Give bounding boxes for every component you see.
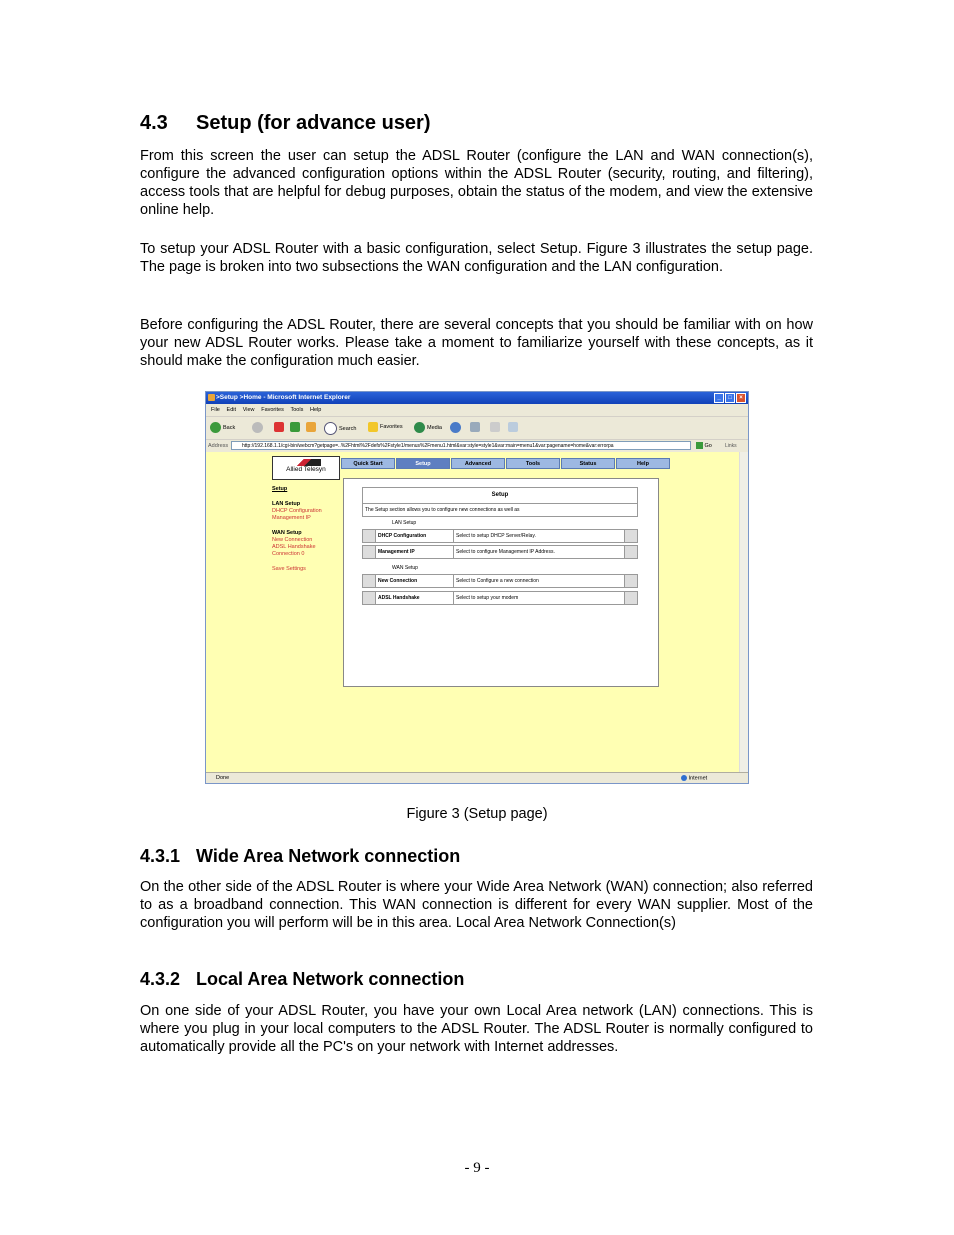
subsection-title: Local Area Network connection — [196, 969, 465, 989]
stop-button[interactable] — [274, 422, 284, 432]
address-bar — [206, 439, 748, 452]
row-desc: Select to setup your modem — [456, 595, 519, 601]
status-bar — [206, 772, 748, 784]
row-cell — [624, 592, 637, 604]
sidebar-management-ip[interactable]: Management IP — [272, 515, 311, 521]
menu-tools[interactable]: Tools — [290, 407, 304, 413]
globe-icon — [681, 775, 687, 781]
row-desc: Select to setup DHCP Server/Relay. — [456, 533, 536, 539]
row-desc: Select to Configure a new connection — [456, 578, 539, 584]
menu-favorites[interactable]: Favorites — [261, 407, 284, 413]
sidebar-adsl-handshake[interactable]: ADSL Handshake — [272, 544, 316, 550]
tab-setup[interactable]: Setup — [396, 458, 450, 469]
links-label[interactable]: Links — [725, 443, 737, 449]
menu-bar — [206, 405, 748, 415]
setup-table-title: Setup — [362, 487, 638, 504]
address-label: Address — [208, 443, 229, 449]
go-button[interactable] — [696, 442, 712, 449]
tab-quick-start[interactable]: Quick Start — [341, 458, 395, 469]
row-name[interactable]: DHCP Configuration — [376, 530, 454, 542]
edit-button[interactable] — [508, 422, 518, 432]
brand-mark-icon — [291, 459, 321, 466]
row-cell — [624, 530, 637, 542]
paragraph-intro: From this screen the user can setup the ADSL Router (configure the LAN and WAN connection(s), configure the advanced configuration options within the ADSL Router (security, routing, and filtering), access tools that are helpful for debug purposes, obtain the status of the modem, and view the extensive online help. — [140, 148, 813, 218]
stop-icon — [274, 422, 284, 432]
window-title: >Setup >Home - Microsoft Internet Explorer — [216, 394, 351, 401]
sidebar-save-settings[interactable]: Save Settings — [272, 566, 306, 572]
subsection-number: 4.3.2 — [140, 969, 181, 989]
lan-heading-row — [362, 517, 638, 529]
refresh-icon — [290, 422, 300, 432]
vertical-scrollbar[interactable] — [739, 452, 748, 772]
sidebar-new-connection[interactable]: New Connection — [272, 537, 313, 543]
sidebar-dhcp[interactable]: DHCP Configuration — [272, 508, 322, 514]
menu-view[interactable]: View — [242, 407, 255, 413]
edit-icon — [508, 422, 518, 432]
subsection-number: 4.3.1 — [140, 846, 181, 866]
section-number: 4.3 — [140, 112, 168, 134]
paragraph-lan: On one side of your ADSL Router, you have your own Local Area network (LAN) connections. This is where you plug in your local computers to the ADSL Router. The ADSL Router is normally configured to automatically provide all the PC's on your network with Internet addresses. — [140, 1003, 813, 1055]
lan-heading: LAN Setup — [392, 520, 417, 526]
print-icon — [490, 422, 500, 432]
tab-tools[interactable]: Tools — [506, 458, 560, 469]
media-button[interactable] — [414, 422, 442, 433]
menu-help[interactable]: Help — [310, 407, 322, 413]
section-title: Setup (for advance user) — [196, 112, 431, 134]
table-row[interactable] — [362, 574, 638, 588]
row-cell — [363, 575, 376, 587]
mail-icon — [470, 422, 480, 432]
paragraph-setup: To setup your ADSL Router with a basic configuration, select Setup. Figure 3 illustrates the setup page. The page is broken into two subsections the WAN configuration and the LAN configuration. — [140, 241, 813, 275]
maximize-icon[interactable]: □ — [725, 393, 735, 403]
setup-intro: The Setup section allows you to configure new connections as well as — [365, 507, 520, 513]
setup-table — [362, 487, 638, 605]
back-arrow-icon — [210, 422, 221, 433]
tab-advanced[interactable]: Advanced — [451, 458, 505, 469]
row-cell — [624, 575, 637, 587]
row-name[interactable]: New Connection — [376, 575, 454, 587]
menu-file[interactable]: File — [211, 407, 220, 413]
sidebar-setup[interactable]: Setup — [272, 486, 288, 492]
brand-name: Allied Telesyn — [286, 466, 326, 473]
ie-toolbar — [206, 416, 748, 439]
wan-heading: WAN Setup — [392, 565, 418, 571]
setup-intro-row — [362, 504, 638, 517]
home-button[interactable] — [306, 422, 316, 432]
media-label: Media — [427, 424, 442, 431]
brand-logo — [272, 456, 340, 480]
mail-button[interactable] — [470, 422, 480, 432]
row-desc: Select to configure Management IP Address. — [456, 549, 555, 555]
search-label: Search — [339, 425, 357, 432]
setup-panel — [343, 478, 659, 687]
subsection-lan-heading — [140, 969, 464, 990]
row-cell — [624, 546, 637, 558]
row-name[interactable]: Management IP — [376, 546, 454, 558]
home-icon — [306, 422, 316, 432]
sidebar-wan-setup: WAN Setup — [272, 530, 302, 536]
forward-arrow-icon — [252, 422, 263, 433]
row-cell — [363, 592, 376, 604]
menu-edit[interactable]: Edit — [226, 407, 237, 413]
table-row[interactable] — [362, 591, 638, 605]
favorites-label: Favorites — [380, 424, 403, 430]
tab-status[interactable]: Status — [561, 458, 615, 469]
sidebar-connection-0[interactable]: Connection 0 — [272, 551, 305, 557]
table-row[interactable] — [362, 529, 638, 543]
section-heading — [140, 112, 431, 135]
row-cell — [363, 546, 376, 558]
history-icon — [450, 422, 461, 433]
router-page — [206, 452, 742, 772]
go-label: Go — [704, 442, 712, 449]
row-name[interactable]: ADSL Handshake — [376, 592, 454, 604]
table-row[interactable] — [362, 545, 638, 559]
forward-button[interactable] — [252, 422, 263, 433]
subsection-title: Wide Area Network connection — [196, 846, 461, 866]
status-done: Done — [216, 775, 230, 781]
star-icon — [368, 422, 378, 432]
ie-icon — [208, 394, 215, 401]
refresh-button[interactable] — [290, 422, 300, 432]
status-zone — [681, 775, 707, 781]
paragraph-wan: On the other side of the ADSL Router is where your Wide Area Network (WAN) connection; also referred to as a broadband connection. This WAN connection is different for every WAN supplier. Most of the configuration you will perform will be in this area. Local Area Network Connection(s) — [140, 879, 813, 931]
back-button[interactable] — [210, 422, 235, 433]
row-cell — [363, 530, 376, 542]
print-button[interactable] — [490, 422, 500, 432]
tab-help[interactable]: Help — [616, 458, 670, 469]
search-icon — [324, 422, 337, 435]
page-number: - 9 - — [464, 1160, 490, 1176]
paragraph-concepts: Before configuring the ADSL Router, there are several concepts that you should be familiar with on how your new ADSL Router works. Please take a moment to familiarize yourself with these concepts, as it should make the configuration much easier. — [140, 317, 813, 369]
close-icon[interactable]: × — [736, 393, 746, 403]
router-nav — [341, 458, 671, 469]
go-arrow-icon — [696, 442, 703, 449]
back-label: Back — [223, 424, 236, 431]
router-sidebar — [272, 486, 322, 573]
zone-label: Internet — [688, 775, 708, 782]
figure-caption: Figure 3 (Setup page) — [406, 806, 548, 822]
history-button[interactable] — [450, 422, 461, 433]
favorites-button[interactable] — [368, 422, 403, 432]
search-button[interactable] — [324, 422, 356, 435]
address-input[interactable]: http://192.168.1.1/cgi-bin/webcm?getpage=..%2Fhtml%2Fdefs%2Fstyle1/menus%2Fmenu1.html&var:style=style1&var:main=menu1&var:pagename=home&var:errorpa — [231, 441, 691, 450]
subsection-wan-heading — [140, 846, 460, 867]
setup-page-screenshot — [205, 391, 749, 784]
sidebar-lan-setup: LAN Setup — [272, 501, 301, 507]
ie-title-bar — [206, 392, 748, 404]
media-icon — [414, 422, 425, 433]
wan-heading-row — [362, 562, 638, 574]
minimize-icon[interactable]: _ — [714, 393, 724, 403]
